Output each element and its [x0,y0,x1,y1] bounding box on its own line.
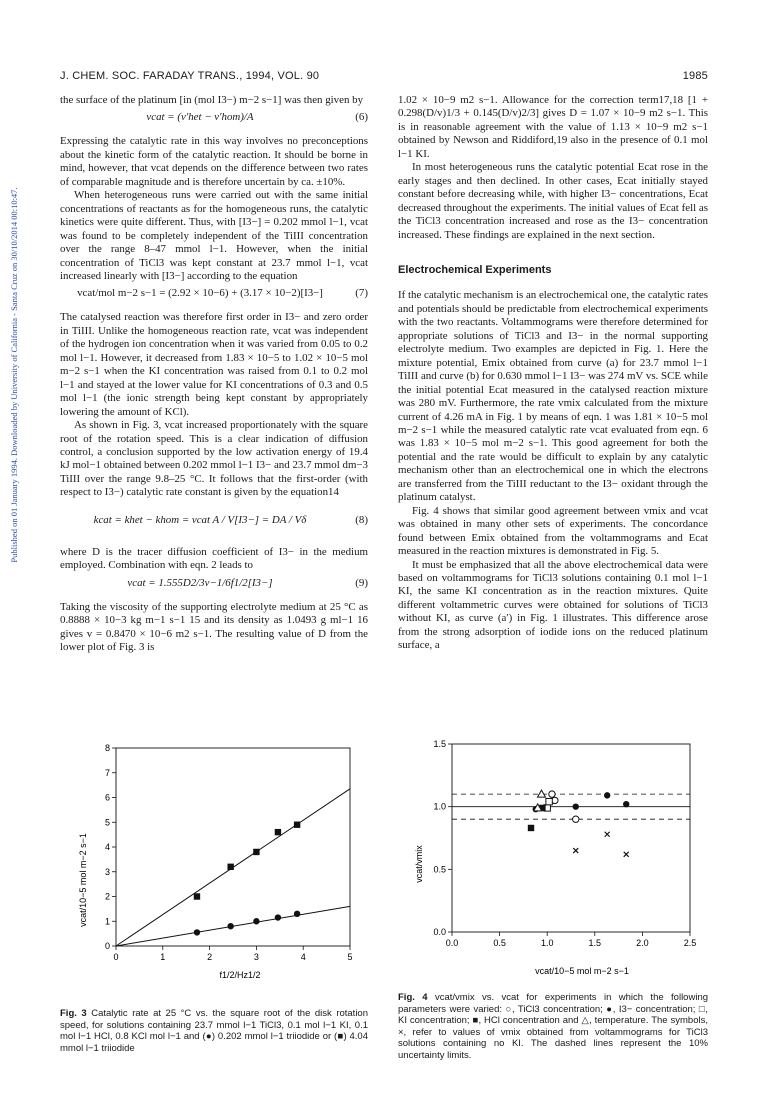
data-point [294,911,300,917]
equation-number: (6) [355,111,368,124]
figure-4-chart [412,736,710,976]
paragraph: the surface of the platinum [in (mol I3−) m−2 s−1] was then given by [60,94,364,106]
x-tick-label: 2 [207,952,213,962]
y-tick-label: 8 [104,743,110,753]
data-point [275,914,281,920]
y-tick-label: 2 [104,891,110,902]
equation-number: (8) [355,513,368,526]
data-point [546,798,552,804]
data-point [275,829,281,835]
equation-number: (7) [355,287,368,300]
x-tick-label: 3 [253,952,259,962]
fig3-y-axis-label: vcat/10−5 mol m−2 s−1 [78,833,88,927]
y-tick-label: 1.0 [433,801,446,812]
caption-text: Catalytic rate at 25 °C vs. the square root of the disk rotation speed, for solutions containing 23.7 mmol l−1 TiCl3, 0.1 mol l−1 KI, 0.1 mol l−1 HCl, 0.8 KCl mol l−1 and (●) 0.202 mmol l−1 triiodide or (■) 4.04 mmol l−1 triiodide [60,1008,369,1054]
publication-sidebar [4,120,24,640]
paragraph: When heterogeneous runs were carried out with the same initial concentrations of reactants as for the homogeneous runs, the catalytic kinetics were quite different. Thus, with [I3−] = 0.202 mmol l−1, vcat was found to be completely independent of the TiIII concentration over the range 8–47 mmol l−1. However, when the initial concentration of TiCl3 was kept constant at 23.7 mmol l−1, vcat increased linearly with [I3−] according to the equation [60,189,368,282]
data-point [605,832,610,837]
equation-body: vcat/mol m−2 s−1 = (2.92 × 10−6) + (3.17 × 10−2)[I3−] [77,287,323,300]
x-tick-label: 1.0 [540,938,554,948]
caption-text: vcat/vmix vs. vcat for experiments in which the following parameters were varied: ○, TiCl3 concentration; ●, I3− concentration; □, KI concentration; ■, HCl concentration and △, temperature. The symbols, ×, refer to values of vmix obtained from voltammograms for TiCl3 solutions containing no KI. The dashed lines represent the 10% uncertainty limits. [398,992,709,1061]
x-tick-label: 5 [347,952,353,962]
data-point [537,790,545,797]
paragraph: In most heterogeneous runs the catalytic potential Ecat rose in the early stages and then declined. In other cases, Ecat initially stayed constant before decreasing while, with higher I3− concentrations, Ecat decreased throughout the experiments. The initial values of Ecat fell as the TiCl3 concentration increased and rose as the I3− concentration increased. These findings are explained in the next section. [398,161,708,241]
figure-4-caption [398,992,708,1062]
data-point [253,918,259,924]
data-point [227,864,233,870]
paragraph: The catalysed reaction was therefore first order in I3− and zero order in TiIII. Unlike the homogeneous reaction rate, vcat was independent of the hydrogen ion concentration when it was varied from 0.05 to 0.2 mol l−1. However, it decreased from 1.83 × 10−5 to 1.02 × 10−5 mol m−2 s−1 when the KI concentration was raised from 0.1 to 0.2 mol l−1 and stayed at the lower value for KI concentrations of 0.3 and 0.5 mol l−1 (the ionic strength being kept constant by appropriately lowering the amount of KCl). [60,311,368,418]
y-tick-label: 0.5 [433,864,446,875]
x-tick-label: 2.0 [636,938,649,948]
plot-frame [452,744,690,932]
page-number: 1985 [682,70,708,82]
caption-label: Fig. 4 [398,992,428,1003]
fig4-y-axis-label: vcat/vmix [414,845,424,883]
data-point [253,849,259,855]
data-point [294,822,300,828]
equation-body: kcat = khet − khom = vcat A / V[I3−] = DA / Vδ [93,513,307,526]
x-tick-label: 1 [160,952,166,962]
data-point [573,848,578,853]
plot-frame [116,748,350,946]
data-point [623,801,629,807]
publication-note[interactable]: Published on 01 January 1994. Downloaded by University of California - Santa Cruz on 30/10/2014 00:10:47. [9,187,19,563]
equation-body: vcat = 1.555D2/3v−1/6f1/2[I3−] [127,576,273,589]
data-point [573,816,579,822]
y-tick-label: 0.0 [433,927,446,937]
data-point [194,929,200,935]
fig4-x-axis-label: vcat/10−5 mol m−2 s−1 [535,966,629,976]
equation-number: (9) [355,576,368,589]
fig3-x-axis-label: f1/2/Hz1/2 [219,970,261,980]
paragraph: It must be emphasized that all the above electrochemical data were based on voltammograms for TiCl3 solutions containing 0.1 mol l−1 KI, the same KI concentration as in the reaction mixtures. Quite different voltammetric curves were obtained for solutions of TiCl3 without KI, as curve (a′) in Fig. 1 illustrates. This difference arose from the strong adsorption of iodide ions on the reduced platinum surface, a [398,558,708,652]
paragraph: where D is the tracer diffusion coefficient of I3− in the medium employed. Combination with eqn. 2 leads to [60,545,368,572]
caption-label: Fig. 3 [60,1008,87,1019]
data-point [604,792,610,798]
x-tick-label: 0.5 [493,938,506,948]
equation-7 [60,287,368,307]
equation-6 [60,111,368,131]
figure-3-chart [80,740,370,980]
data-point [549,791,555,797]
y-tick-label: 1 [104,916,110,927]
y-tick-label: 6 [104,792,110,803]
paragraph: Expressing the catalytic rate in this way involves no preconceptions about the kinetic form of the catalytic reaction. It should be borne in mind, however, that vcat depends on the difference between two rates of comparable magnitude and is therefore uncertain by ca. ±10%. [60,135,368,188]
x-tick-label: 0 [113,952,119,962]
section-heading: Electrochemical Experiments [398,263,552,276]
y-tick-label: 5 [104,817,110,828]
x-tick-label: 2.5 [683,938,697,948]
y-tick-label: 3 [104,866,110,877]
left-column [60,94,368,655]
paragraph: Fig. 4 shows that similar good agreement between vmix and vcat was obtained in many other sets of experiments. The concordance found between Emix obtained from the voltammograms and Ecat measured in the reaction mixtures is demonstrated in Fig. 5. [398,504,708,558]
paragraph: Taking the viscosity of the supporting electrolyte medium at 25 °C as 0.8888 × 10−3 kg m−1 s−1 15 and its density as 1.0493 g ml−1 16 gives v = 0.8470 × 10−6 m2 s−1. The resulting value of D from the lower plot of Fig. 3 is [60,600,368,654]
x-tick-label: 4 [300,952,306,962]
equation-8 [60,504,368,542]
journal-citation: J. CHEM. SOC. FARADAY TRANS., 1994, VOL. 90 [60,70,320,82]
y-tick-label: 1.5 [433,739,446,749]
x-tick-label: 0.0 [445,938,459,948]
figure-3-caption [60,1008,368,1054]
data-point [573,803,579,809]
data-point [194,893,200,899]
right-column [398,94,708,653]
y-tick-label: 0 [104,941,110,951]
paragraph: 1.02 × 10−9 m2 s−1. Allowance for the correction term17,18 [1 + 0.298(D/v)1/3 + 0.145(D/v)2/3] gives D = 1.07 × 10−9 m2 s−1. This is in reasonable agreement with the value of 1.13 × 10−9 m2 s−1 obtained by Newson and Riddiford,19 also in the presence of 0.1 mol l−1 KI. [398,94,708,160]
data-point [624,852,629,857]
paragraph: As shown in Fig. 3, vcat increased proportionately with the square root of the rotation speed. This is a clear indication of diffusion control, a conclusion supported by the low activation energy of 19.4 kJ mol−1 obtained between 0.202 mmol l−1 I3− and 23.7 mmol dm−3 TiIII over the range 9.8–25 °C. It follows that the first-order (with respect to I3−) catalytic rate constant is given by the equation14 [60,419,368,499]
data-point [528,825,534,831]
data-point [227,923,233,929]
y-tick-label: 7 [104,767,110,778]
y-tick-label: 4 [104,842,110,852]
equation-9 [60,577,368,597]
x-tick-label: 1.5 [588,938,602,948]
paragraph: If the catalytic mechanism is an electrochemical one, the catalytic rates and potentials should be predictable from electrochemical experiments with the two reactants. Voltammograms were therefore determined for appropriate solutions of TiCl3 and I3− in the normal supporting electrolyte medium. Two examples are depicted in Fig. 1. Here the mixture potential, Emix obtained from curve (a) for 23.7 mmol l−1 TiIII and curve (b) for 0.630 mmol l−1 I3− was 274 mV vs. SCE while the initial potential Ecat measured in the catalysed reaction mixture was 280 mV. Furthermore, the rate vmix calculated from the mixture current of 4.26 mA in Fig. 1 by means of eqn. 1 was 1.81 × 10−5 mol m−2 s−1 while the measured catalytic rate vcat evaluated from eqn. 6 was 1.83 × 10−5 mol m−2 s−1. This good agreement for both the potential and the rate would be difficult to explain by any catalytic mechanism other than an electrochemical one in which the electrons are transferred from the TiIII reductant to the I3− oxidant through the platinum catalyst. [398,289,708,504]
equation-body: vcat = (v′het − v′hom)/A [146,111,254,124]
